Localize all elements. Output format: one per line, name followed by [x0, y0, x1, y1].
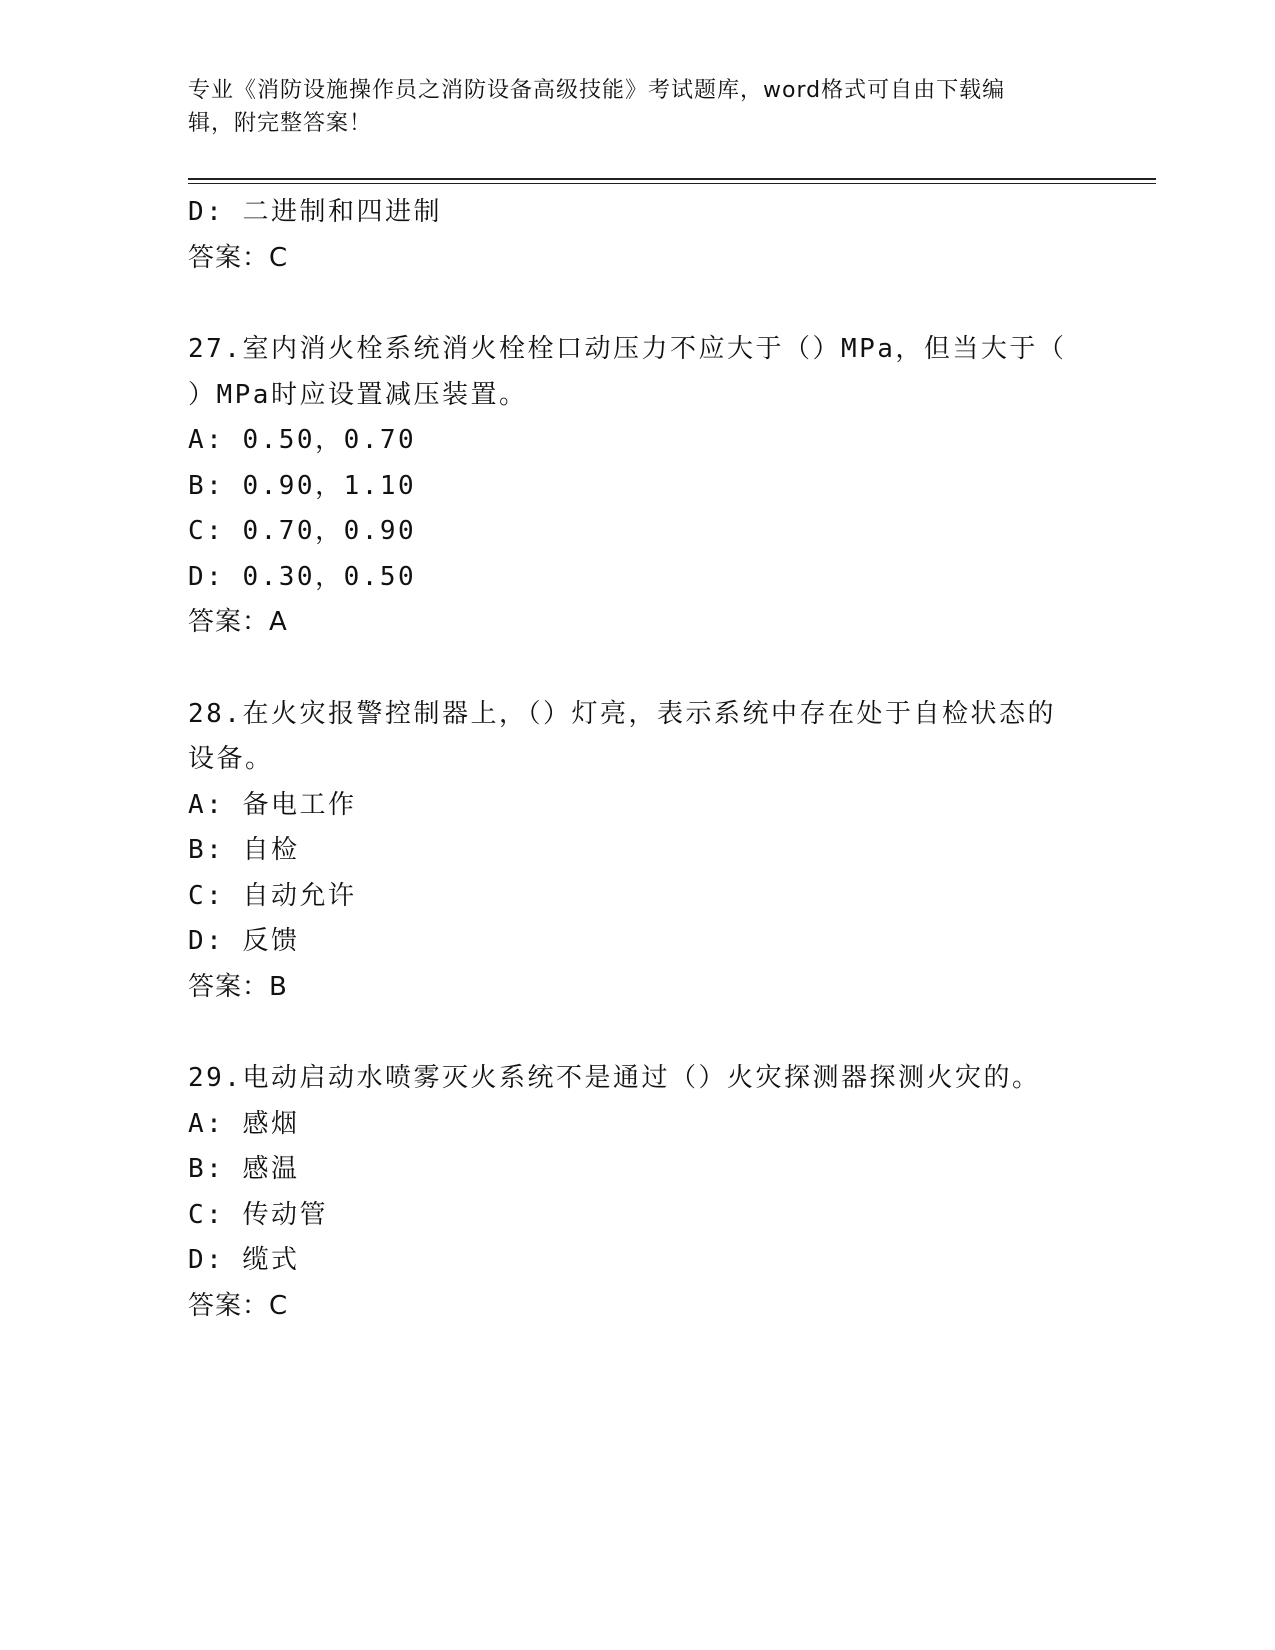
question-stem-continued: ）MPa时应设置减压装置。 — [188, 379, 528, 410]
question-27 — [188, 327, 1088, 646]
spacer — [188, 281, 1088, 327]
answer-line: 答案：C — [188, 242, 289, 273]
option-b: B: 自检 — [188, 835, 300, 865]
question-list — [188, 190, 1088, 1329]
answer-line: 答案：C — [188, 1290, 289, 1321]
option-c: C: 传动管 — [188, 1199, 328, 1230]
option-c: C: 0.70，0.90 — [188, 516, 417, 546]
option-d: D: 缆式 — [188, 1245, 300, 1275]
option-b: B: 感温 — [188, 1154, 300, 1184]
option-a: A: 备电工作 — [188, 789, 357, 820]
previous-question-tail — [188, 190, 1088, 281]
question-stem: 27.室内消火栓系统消火栓栓口动压力不应大于（）MPa，但当大于（ — [188, 334, 1067, 364]
option-b: B: 0.90，1.10 — [188, 470, 417, 501]
header-divider-thick — [188, 178, 1156, 180]
header-line-2: 辑，附完整答案！ — [188, 111, 373, 136]
answer-line: 答案：A — [188, 607, 288, 637]
option-d: D: 二进制和四进制 — [188, 197, 442, 227]
document-header — [188, 74, 1088, 140]
question-stem-continued: 设备。 — [188, 744, 274, 774]
spacer — [188, 646, 1088, 692]
option-d: D: 反馈 — [188, 926, 300, 956]
answer-line: 答案：B — [188, 971, 288, 1002]
question-29 — [188, 1056, 1088, 1329]
question-28 — [188, 692, 1088, 1011]
question-stem: 29.电动启动水喷雾灭火系统不是通过（）火灾探测器探测火灾的。 — [188, 1063, 1041, 1093]
question-stem: 28.在火灾报警控制器上，（）灯亮，表示系统中存在处于自检状态的 — [188, 698, 1056, 729]
header-line-1: 专业《消防设施操作员之消防设备高级技能》考试题库，word格式可自由下载编 — [188, 78, 1006, 103]
spacer — [188, 1010, 1088, 1056]
option-a: A: 感烟 — [188, 1108, 300, 1139]
option-c: C: 自动允许 — [188, 880, 357, 911]
option-a: A: 0.50，0.70 — [188, 425, 417, 455]
option-d: D: 0.30，0.50 — [188, 561, 417, 592]
header-divider-thin — [188, 183, 1156, 184]
